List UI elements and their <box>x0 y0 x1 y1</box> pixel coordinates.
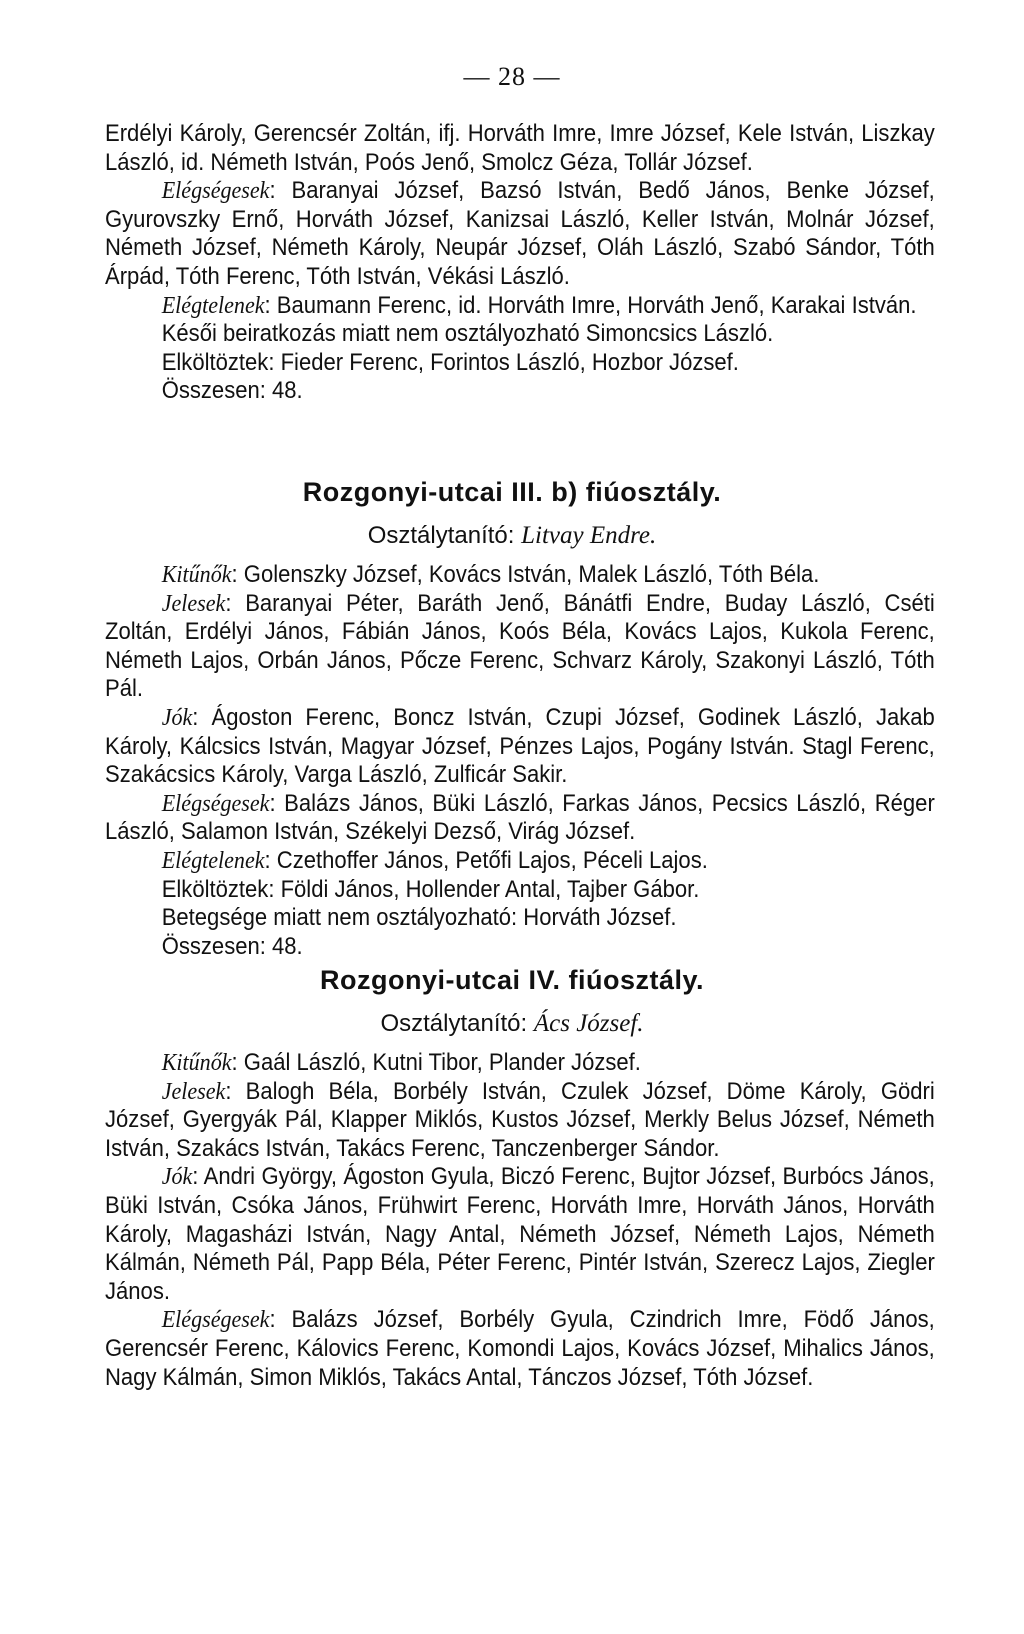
section-3-teacher <box>0 1010 1024 1038</box>
grade-names: Baumann Ferenc, id. Horváth Imre, Horváth Jenő, Karakai István. <box>276 291 917 319</box>
grade-names: Golenszky József, Kovács István, Malek László, Tóth Béla. <box>243 561 820 588</box>
section-2-text <box>105 561 935 961</box>
total-line: Összesen: 48. <box>161 377 303 405</box>
grade-label: Elégtelenek <box>161 291 265 319</box>
paragraph: Jók: Andri György, Ágoston Gyula, Biczó Ferenc, Bujtor József, Burbócs János, Büki István, Csóka János, Frühwirt Ferenc, Horváth Imre, Horváth János, Horváth Károly, Magasházi István, Nagy Antal, Németh József, Németh Lajos, Németh Kálmán, Németh Pál, Papp Béla, Péter Ferenc, Pintér István, Szerecz Lajos, Ziegler János. <box>105 1163 935 1305</box>
section-3-heading: Rozgonyi-utcai IV. fiúosztály. <box>319 965 705 995</box>
section-3-text <box>105 1049 935 1392</box>
paragraph: Elköltöztek: Fieder Ferenc, Forintos László, Hozbor József. <box>161 348 739 376</box>
grade-label: Elégtelenek <box>161 846 265 874</box>
paragraph: Jók: Ágoston Ferenc, Boncz István, Czupi József, Godinek László, Jakab Károly, Kálcsics István, Magyar József, Pénzes Lajos, Pogány István. Stagl Ferenc, Szakácsics Károly, Varga László, Zulficár Sakir. <box>105 703 935 789</box>
paragraph: Elégtelenek: Czethoffer János, Petőfi Lajos, Péceli Lajos. <box>161 846 708 874</box>
page-number: — 28 — <box>463 62 561 91</box>
grade-label: Elégségesek <box>161 1306 270 1334</box>
grade-label: Jók <box>161 703 193 731</box>
paragraph: Kitűnők: Golenszky József, Kovács István, Malek László, Tóth Béla. <box>161 561 820 588</box>
paragraph: Elégtelenek: Baumann Ferenc, id. Horváth Imre, Horváth Jenő, Karakai István. <box>161 291 917 319</box>
grade-names: Baranyai Péter, Baráth Jenő, Bánátfi Endre, Buday László, Cséti Zoltán, Erdélyi János, Fábián János, Koós Béla, Kovács Lajos, Kukola Ferenc, Németh Lajos, Orbán János, Pőcze Ferenc, Schvarz Károly, Szakonyi László, Tóth Pál. <box>105 589 935 703</box>
paragraph: Jelesek: Baranyai Péter, Baráth Jenő, Bánátfi Endre, Buday László, Cséti Zoltán, Erdélyi János, Fábián János, Koós Béla, Kovács Lajos, Kukola Ferenc, Németh Lajos, Orbán János, Pőcze Ferenc, Schvarz Károly, Szakonyi László, Tóth Pál. <box>105 589 935 703</box>
grade-names: Balázs József, Borbély Gyula, Czindrich Imre, Födő János, Gerencsér Ferenc, Kálovics Ferenc, Komondi Lajos, Kovács József, Mihalics János, Nagy Kálmán, Simon Miklós, Takács Antal, Tánczos József, Tóth József. <box>105 1306 935 1391</box>
grade-names: Ágoston Ferenc, Boncz István, Czupi József, Godinek László, Jakab Károly, Kálcsics István, Magyar József, Pénzes Lajos, Pogány István. Stagl Ferenc, Szakácsics Károly, Varga László, Zulficár Sakir. <box>105 703 935 789</box>
grade-label: Kitűnők <box>161 561 232 588</box>
teacher-label: Osztálytanító: <box>367 522 515 549</box>
grade-label: Kitűnők <box>161 1049 232 1076</box>
grade-names: Gaál László, Kutni Tibor, Plander József. <box>243 1049 641 1076</box>
grade-names: Balogh Béla, Borbély István, Czulek József, Döme Károly, Gödri József, Gyergyák Pál, Klapper Miklós, Kustos József, Merkly Belus József, Németh István, Szakács István, Takács Ferenc, Tanczenberger Sándor. <box>105 1077 935 1162</box>
paragraph: Elégségesek: Balázs János, Büki László, Farkas János, Pecsics László, Réger László, Salamon István, Székelyi Dezső, Virág József. <box>105 789 935 846</box>
grade-names: Baranyai József, Bazsó István, Bedő János, Benke József, Gyurovszky Ernő, Horváth József, Kanizsai László, Keller István, Molnár József, Németh József, Németh Károly, Neupár József, Oláh László, Szabó Sándor, Tóth Árpád, Tóth Ferenc, Tóth István, Vékási László. <box>105 177 935 290</box>
paragraph: Elköltöztek: Földi János, Hollender Antal, Tajber Gábor. <box>161 875 700 903</box>
teacher-name: Ács József. <box>533 1010 644 1037</box>
grade-label: Jelesek <box>161 1077 226 1105</box>
paragraph: Erdélyi Károly, Gerencsér Zoltán, ifj. Horváth Imre, Imre József, Kele István, Liszkay László, id. Németh István, Poós Jenő, Smolcz Géza, Tollár József. <box>105 120 935 176</box>
teacher-label: Osztálytanító: <box>380 1010 528 1037</box>
section-2-teacher <box>0 522 1024 550</box>
paragraph: Kitűnők: Gaál László, Kutni Tibor, Plander József. <box>161 1049 641 1076</box>
paragraph: Betegsége miatt nem osztályozható: Horváth József. <box>161 904 677 932</box>
paragraph: Késői beiratkozás miatt nem osztályozható Simoncsics László. <box>161 320 774 348</box>
teacher-name: Litvay Endre. <box>521 522 657 549</box>
grade-label: Jók <box>161 1163 193 1191</box>
paragraph: Jelesek: Balogh Béla, Borbély István, Czulek József, Döme Károly, Gödri József, Gyergyák Pál, Klapper Miklós, Kustos József, Merkly Belus József, Németh István, Szakács István, Takács Ferenc, Tanczenberger Sándor. <box>105 1077 935 1162</box>
paragraph: Elégségesek: Balázs József, Borbély Gyula, Czindrich Imre, Födő János, Gerencsér Ferenc, Kálovics Ferenc, Komondi Lajos, Kovács József, Mihalics János, Nagy Kálmán, Simon Miklós, Takács Antal, Tánczos József, Tóth József. <box>105 1306 935 1391</box>
grade-names: Andri György, Ágoston Gyula, Biczó Ferenc, Bujtor József, Burbócs János, Büki István, Csóka János, Frühwirt Ferenc, Horváth Imre, Horváth János, Horváth Károly, Magasházi István, Nagy Antal, Németh József, Németh Lajos, Németh Kálmán, Németh Pál, Papp Béla, Péter Ferenc, Pintér István, Szerecz Lajos, Ziegler János. <box>105 1163 935 1305</box>
section-1-text <box>105 120 935 406</box>
grade-names: Balázs János, Büki László, Farkas János, Pecsics László, Réger László, Salamon István, Székelyi Dezső, Virág József. <box>105 789 935 846</box>
grade-label: Elégségesek <box>161 789 270 817</box>
total-line: Összesen: 48. <box>161 932 303 960</box>
grade-label: Elégségesek <box>161 177 270 205</box>
grade-names: Czethoffer János, Petőfi Lajos, Péceli Lajos. <box>276 846 708 874</box>
paragraph: Elégségesek: Baranyai József, Bazsó István, Bedő János, Benke József, Gyurovszky Ernő, Horváth József, Kanizsai László, Keller István, Molnár József, Németh József, Németh Károly, Neupár József, Oláh László, Szabó Sándor, Tóth Árpád, Tóth Ferenc, Tóth István, Vékási László. <box>105 177 935 290</box>
section-2-heading: Rozgonyi-utcai III. b) fiúosztály. <box>302 477 722 507</box>
grade-label: Jelesek <box>161 589 226 617</box>
